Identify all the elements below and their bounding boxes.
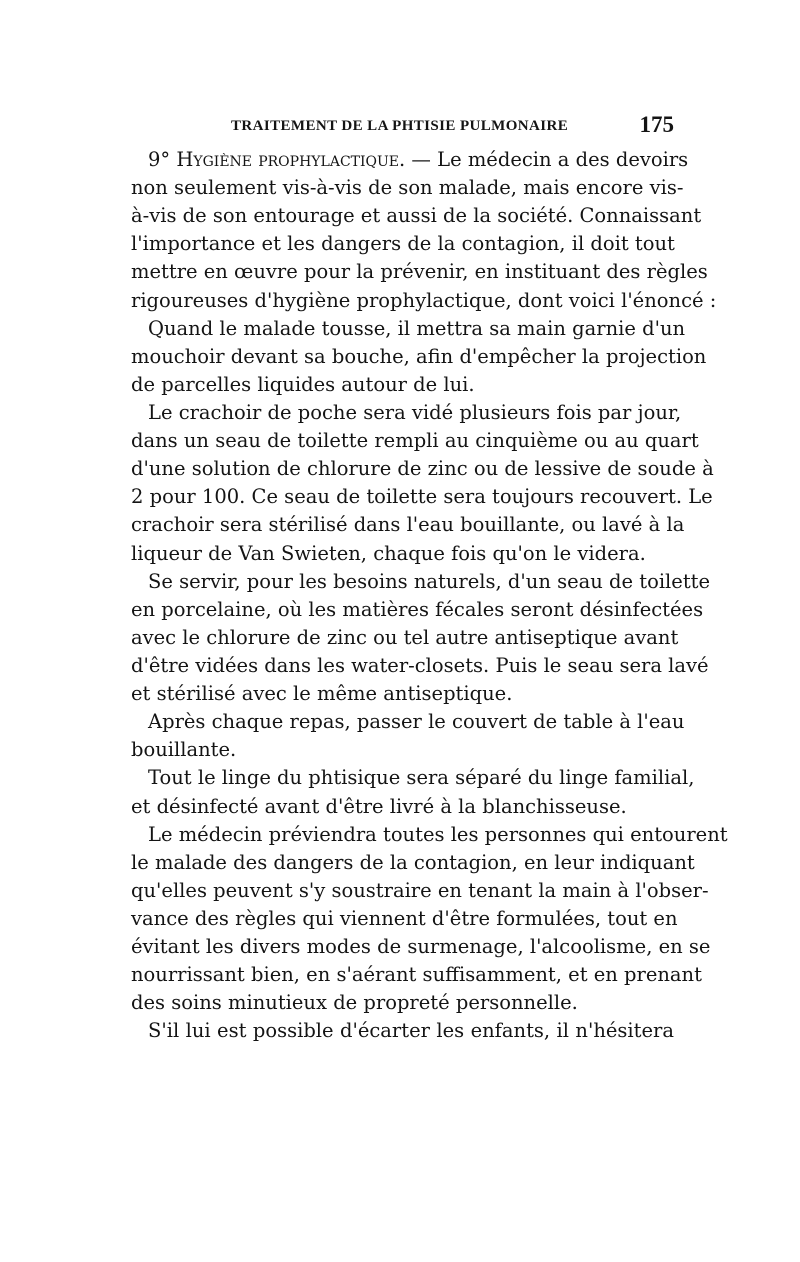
text-line: rigoureuses d'hygiène prophylactique, dont voici l'énoncé :: [131, 288, 717, 312]
text-line: l'importance et les dangers de la contagion, il doit tout: [131, 232, 675, 256]
running-head: [131, 112, 674, 142]
text-line: qu'elles peuvent s'y soustraire en tenant la main à l'obser-: [131, 878, 709, 902]
text-line: le malade des dangers de la contagion, en leur indiquant: [131, 850, 695, 874]
text-line: évitant les divers modes de surmenage, l'alcoolisme, en se: [131, 935, 711, 959]
body-text: [131, 146, 728, 1046]
text-line: d'être vidées dans les water-closets. Puis le seau sera lavé: [131, 653, 709, 677]
text-line: Le médecin préviendra toutes les personnes qui entourent: [148, 822, 728, 846]
section-dash: —: [411, 148, 431, 171]
section-number: 9°: [148, 148, 171, 171]
text-line: avec le chlorure de zinc ou tel autre antiseptique avant: [131, 625, 679, 649]
text-line: Après chaque repas, passer le couvert de table à l'eau: [148, 710, 685, 734]
text-line: Se servir, pour les besoins naturels, d'un seau de toilette: [148, 569, 711, 593]
text-line: Le crachoir de poche sera vidé plusieurs fois par jour,: [148, 400, 682, 424]
text-line: des soins minutieux de propreté personnelle.: [131, 991, 578, 1015]
text-line: 2 pour 100. Ce seau de toilette sera toujours recouvert. Le: [131, 485, 713, 509]
text-line: mouchoir devant sa bouche, afin d'empêcher la projection: [131, 344, 707, 368]
text-line: nourrissant bien, en s'aérant suffisamment, et en prenant: [131, 963, 702, 987]
text-line: Le médecin a des devoirs: [437, 148, 689, 171]
text-line: bouillante.: [131, 738, 237, 762]
text-line: de parcelles liquides autour de lui.: [131, 372, 475, 396]
text-line: dans un seau de toilette rempli au cinquième ou au quart: [131, 429, 699, 453]
text-line: mettre en œuvre pour la prévenir, en instituant des règles: [131, 260, 708, 284]
text-line: Tout le linge du phtisique sera séparé du linge familial,: [148, 766, 695, 790]
text-line: crachoir sera stérilisé dans l'eau bouillante, ou lavé à la: [131, 513, 685, 537]
section-title: Hygiène prophylactique.: [176, 148, 406, 171]
text-line: Quand le malade tousse, il mettra sa main garnie d'un: [148, 316, 686, 340]
text-line: vance des règles qui viennent d'être formulées, tout en: [131, 906, 678, 930]
text-line: et désinfecté avant d'être livré à la blanchisseuse.: [131, 794, 627, 818]
text-line: à-vis de son entourage et aussi de la société. Connaissant: [131, 204, 702, 228]
text-line: liqueur de Van Swieten, chaque fois qu'on le videra.: [131, 541, 646, 565]
text-line: et stérilisé avec le même antiseptique.: [131, 682, 513, 706]
text-line: en porcelaine, où les matières fécales seront désinfectées: [131, 597, 704, 621]
running-head-title: TRAITEMENT DE LA PHTISIE PULMONAIRE: [231, 118, 569, 134]
text-line: d'une solution de chlorure de zinc ou de lessive de soude à: [131, 457, 714, 481]
section-heading-line: [131, 146, 689, 174]
text-line: S'il lui est possible d'écarter les enfants, il n'hésitera: [148, 1019, 674, 1043]
text-line: non seulement vis-à-vis de son malade, mais encore vis-: [131, 176, 684, 200]
page-number: 175: [639, 112, 674, 137]
